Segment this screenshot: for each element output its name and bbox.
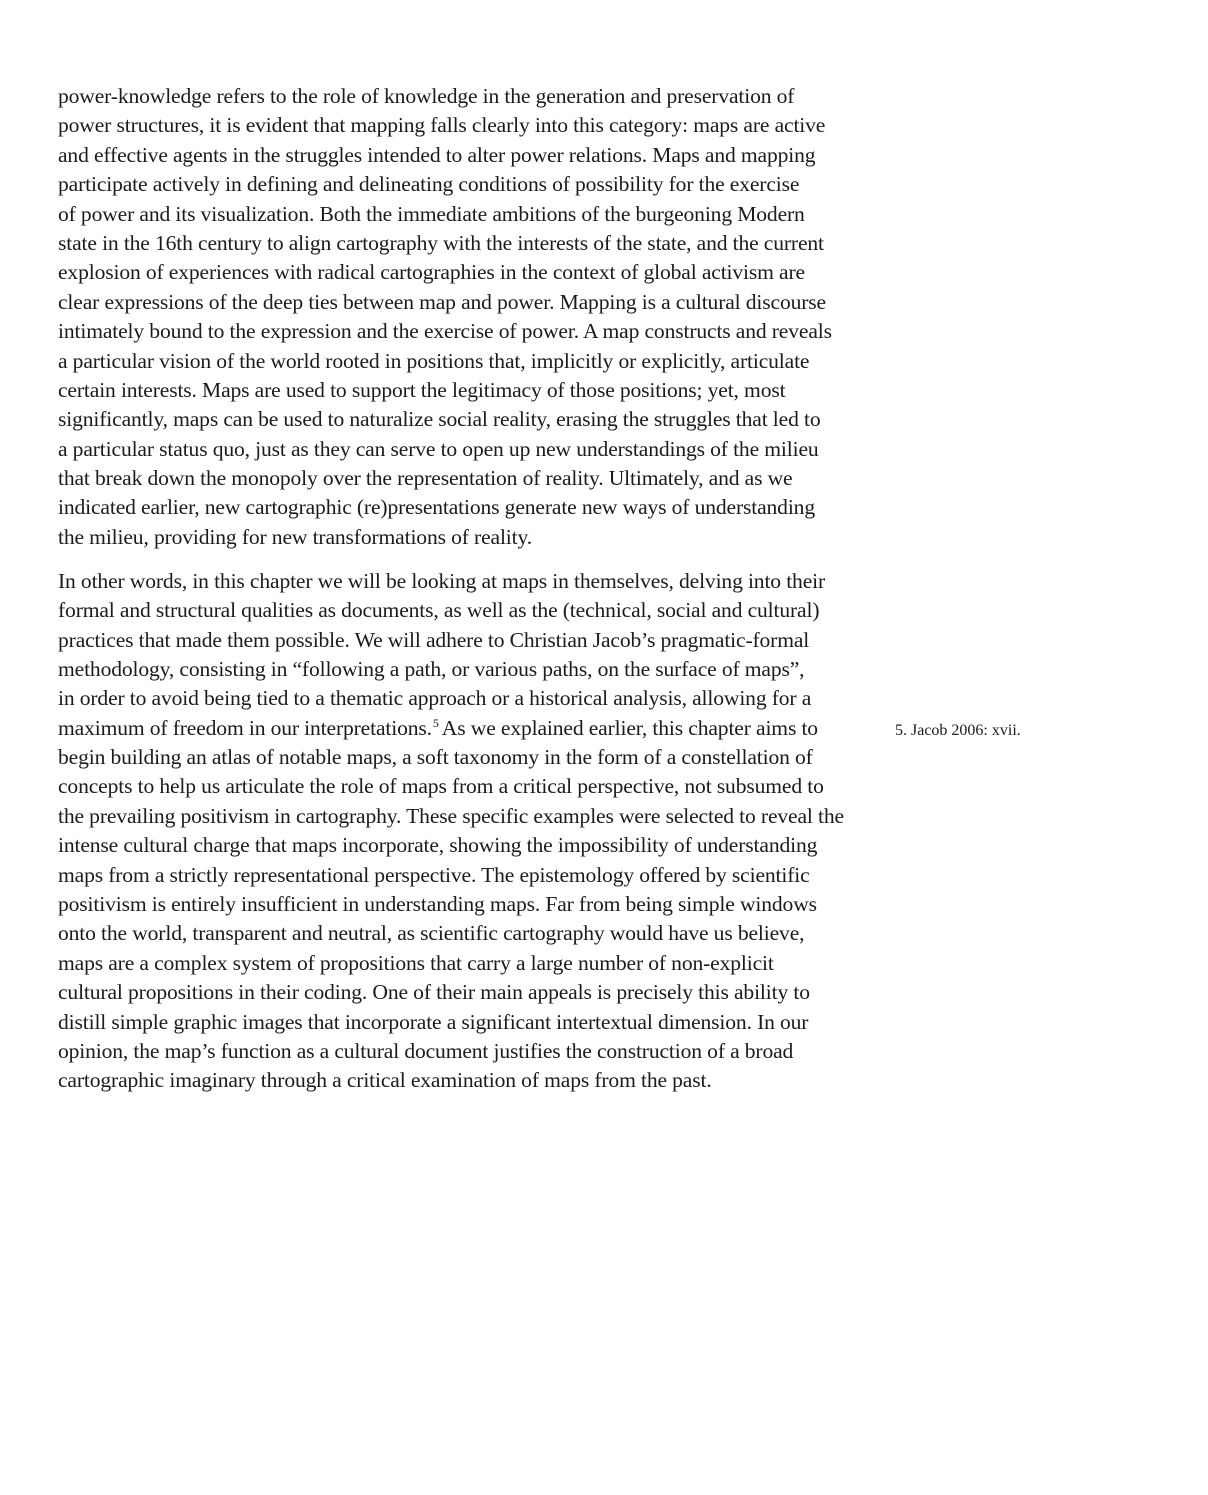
text-line: a particular vision of the world rooted in positions that, implicitly or explicitly, articulate xyxy=(58,348,810,373)
text-line: participate actively in defining and delineating conditions of possibility for the exercise xyxy=(58,172,800,197)
text-line: cartographic imaginary through a critical examination of maps from the past. xyxy=(58,1068,712,1093)
text-line: maps from a strictly representational perspective. The epistemology offered by scientific xyxy=(58,862,810,887)
text-line: certain interests. Maps are used to support the legitimacy of those positions; yet, most xyxy=(58,377,786,402)
text-line: begin building an atlas of notable maps, a soft taxonomy in the form of a constellation of xyxy=(58,745,813,770)
text-line: intimately bound to the expression and the exercise of power. A map constructs and reveals xyxy=(58,319,832,344)
text-line: indicated earlier, new cartographic (re)presentations generate new ways of understanding xyxy=(58,495,815,520)
sidenote-footnote-5: 5. Jacob 2006: xvii. xyxy=(895,722,1021,739)
text-line: In other words, in this chapter we will be looking at maps in themselves, delving into their xyxy=(58,568,826,593)
text-line: that break down the monopoly over the representation of reality. Ultimately, and as we xyxy=(58,466,793,491)
paragraph-1 xyxy=(58,82,886,552)
text-line: methodology, consisting in “following a path, or various paths, on the surface of maps”, xyxy=(58,656,805,681)
text-line: clear expressions of the deep ties between map and power. Mapping is a cultural discourse xyxy=(58,289,826,314)
text-line: cultural propositions in their coding. One of their main appeals is precisely this ability to xyxy=(58,980,810,1005)
text-line: distill simple graphic images that incorporate a significant intertextual dimension. In our xyxy=(58,1009,809,1034)
text-line: concepts to help us articulate the role of maps from a critical perspective, not subsumed to xyxy=(58,774,824,799)
text-line: significantly, maps can be used to naturalize social reality, erasing the struggles that led to xyxy=(58,407,821,432)
text-line: maps are a complex system of propositions that carry a large number of non-explicit xyxy=(58,950,774,975)
text-line: in order to avoid being tied to a thematic approach or a historical analysis, allowing for a xyxy=(58,686,812,711)
text-line: opinion, the map’s function as a cultural document justifies the construction of a broad xyxy=(58,1039,794,1063)
text-line: formal and structural qualities as documents, as well as the (technical, social and cultural) xyxy=(58,598,820,623)
text-line: power-knowledge refers to the role of knowledge in the generation and preservation of xyxy=(58,84,795,108)
body-text-column xyxy=(58,82,886,1096)
text-line-with-footnote xyxy=(58,714,886,743)
text-line: power structures, it is evident that mapping falls clearly into this category: maps are active xyxy=(58,113,826,138)
text-line: the prevailing positivism in cartography. These specific examples were selected to reveal the xyxy=(58,803,844,828)
text-line: intense cultural charge that maps incorporate, showing the impossibility of understanding xyxy=(58,833,818,858)
text-line: explosion of experiences with radical cartographies in the context of global activism are xyxy=(58,260,805,285)
text-line: and effective agents in the struggles intended to alter power relations. Maps and mapping xyxy=(58,142,816,167)
text-line: of power and its visualization. Both the immediate ambitions of the burgeoning Modern xyxy=(58,201,805,226)
text-line: a particular status quo, just as they can serve to open up new understandings of the milieu xyxy=(58,436,819,461)
paragraph-2 xyxy=(58,567,886,1096)
text-line: the milieu, providing for new transformations of reality. xyxy=(58,524,532,549)
text-line: positivism is entirely insufficient in understanding maps. Far from being simple windows xyxy=(58,892,817,917)
text-line-segment: As we explained earlier, this chapter aims to xyxy=(437,715,818,740)
text-line: practices that made them possible. We will adhere to Christian Jacob’s pragmatic-formal xyxy=(58,627,810,652)
text-line: state in the 16th century to align cartography with the interests of the state, and the current xyxy=(58,230,824,255)
text-line: onto the world, transparent and neutral, as scientific cartography would have us believe, xyxy=(58,921,805,946)
footnote-reference[interactable]: 5 xyxy=(432,715,439,730)
text-line-segment: maximum of freedom in our interpretations. xyxy=(58,715,432,740)
